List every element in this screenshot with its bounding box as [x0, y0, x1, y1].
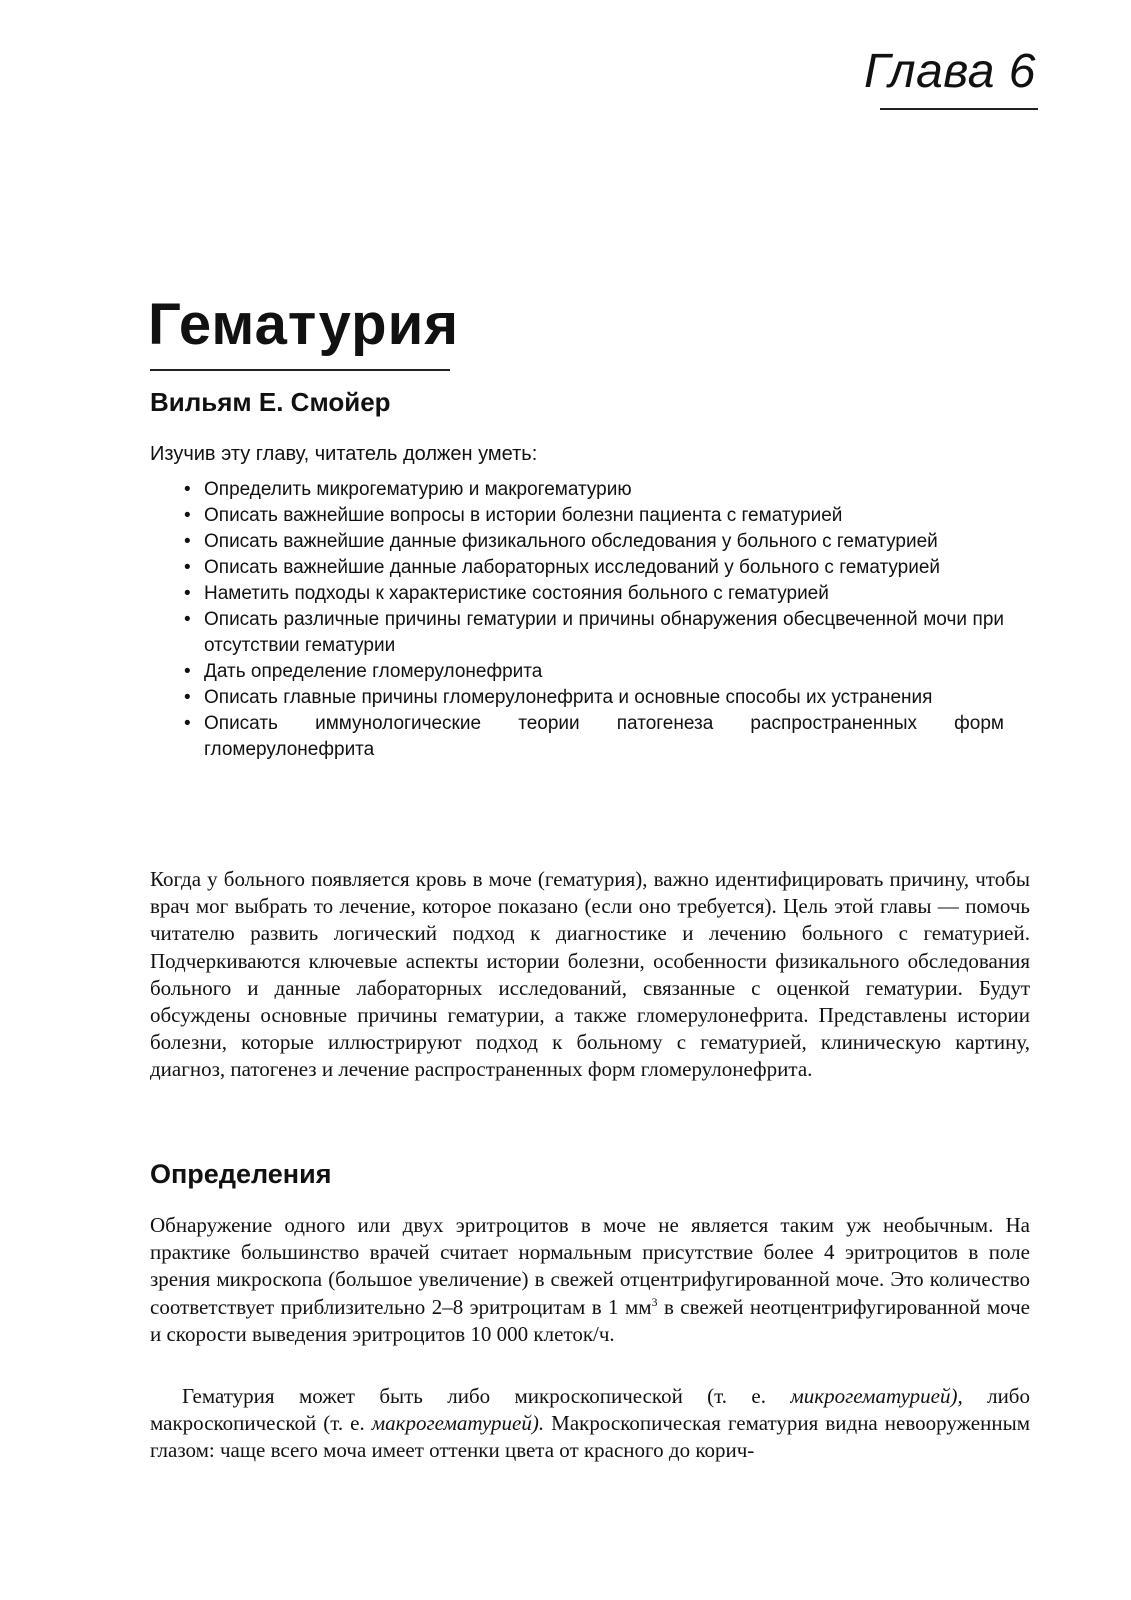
term-macrohematuria: макрогематурией).: [371, 1411, 545, 1436]
bullet-icon: •: [184, 713, 191, 734]
objective-item: • Описать важнейшие данные физикального обследования у больного с гематурией: [184, 529, 1004, 555]
objective-item: • Описать важнейшие вопросы в истории болезни пациента с гематурией: [184, 503, 1004, 529]
chapter-title: Гематурия: [148, 292, 460, 357]
intro-paragraph: Когда у больного появляется кровь в моче (гематурия), важно идентифицировать причину, чтобы врач мог выбрать то лечение, которое показано (если оно требуется). Цель этой главы — помочь читателю развить логический подход к диагностике и лечению больного с гематурией. Подчеркиваются ключевые аспекты истории болезни, особенности физикального обследования больного и данные лабораторных исследований, связанные с оценкой гематурии. Будут обсуждены основные причины гематурии, а также гломерулонефрита. Представлены истории болезни, которые иллюстрируют подход к больному с гематурией, клиническую картину, диагноз, патогенез и лечение распространенных форм гломерулонефрита.: [150, 867, 1030, 1082]
objective-item: • Описать главные причины гломерулонефрита и основные способы их устранения: [184, 685, 1004, 711]
objective-item: • Наметить подходы к характеристике состояния больного с гематурией: [184, 581, 1004, 607]
objective-item: • Описать важнейшие данные лабораторных исследований у больного с гематурией: [184, 555, 1004, 581]
objective-item: • Определить микрогематурию и макрогематурию: [184, 477, 1004, 503]
learning-objectives: [150, 439, 1030, 763]
title-rule: [150, 369, 450, 371]
objectives-list: [150, 477, 1004, 763]
bullet-icon: •: [184, 479, 191, 500]
term-microhematuria: микрогематурией),: [790, 1384, 963, 1408]
bullet-icon: •: [184, 505, 191, 526]
chapter-label: Глава 6: [864, 45, 1036, 98]
objective-item: • Описать различные причины гематурии и причины обнаружения обесцвеченной мочи при отсутствии гематурии: [184, 609, 1004, 656]
bullet-icon: •: [184, 531, 191, 552]
bullet-icon: •: [184, 687, 191, 708]
objective-item: • Дать определение гломерулонефрита: [184, 659, 1004, 685]
section-heading: Определения: [150, 1159, 332, 1189]
bullet-icon: •: [184, 557, 191, 578]
bullet-icon: •: [184, 661, 191, 682]
definition-paragraph-2: Гематурия может быть либо микроскопической (т. е. микрогематурией), либо макроскопической (т. е. макрогематурией). Макроскопическая гематурия видна невооруженным глазом: чаще всего моча имеет оттенки цвета от красного до корич-: [150, 1384, 1030, 1463]
bullet-icon: •: [184, 583, 191, 604]
author-name: Вильям Е. Смойер: [150, 387, 391, 417]
superscript: 3: [651, 1294, 658, 1309]
definition-paragraph-1: Обнаружение одного или двух эритроцитов в моче не является таким уж необычным. На практике большинство врачей считает нормальным присутствие более 4 эритроцитов в поле зрения микроскопа (большое увеличение) в свежей отцентрифугированной моче. Это количество соответствует приблизительно 2–8 эритроцитам в 1 $мм^3$ в свежей неотцентрифугированной моче и скорости выведения эритроцитов 10 000 клеток/ч.: [150, 1213, 1030, 1346]
objectives-intro: Изучив эту главу, читатель должен уметь:: [150, 443, 538, 465]
objective-item: • Описать иммунологические теории патогенеза распространенных форм гломерулонефрита: [184, 713, 1004, 760]
chapter-rule: [880, 108, 1038, 110]
bullet-icon: •: [184, 609, 191, 630]
